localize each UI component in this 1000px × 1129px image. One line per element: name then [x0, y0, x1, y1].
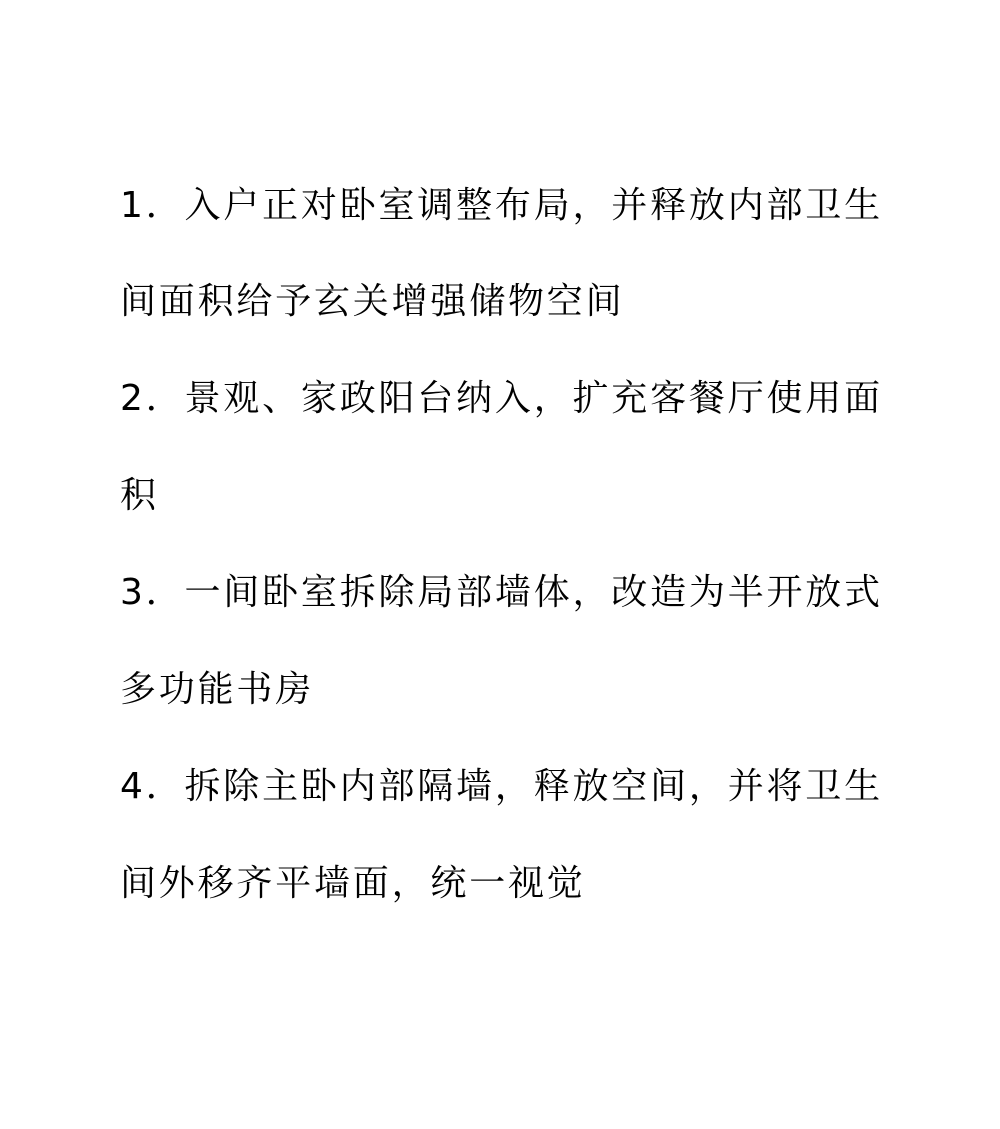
item-3-line-1: 3．一间卧室拆除局部墙体，改造为半开放式: [120, 572, 883, 613]
item-4-line-2: 间外移齐平墙面，统一视觉: [120, 863, 586, 904]
item-3-line-2: 多功能书房: [120, 669, 315, 710]
item-1-line-2: 间面积给予玄关增强储物空间: [120, 281, 625, 322]
item-2-line-2: 积: [120, 475, 159, 516]
item-2-line-1: 2．景观、家政阳台纳入，扩充客餐厅使用面: [120, 378, 883, 419]
item-4-line-1: 4．拆除主卧内部隔墙，释放空间，并将卫生: [120, 766, 883, 807]
item-1-line-1: 1．入户正对卧室调整布局，并释放内部卫生: [120, 185, 883, 226]
